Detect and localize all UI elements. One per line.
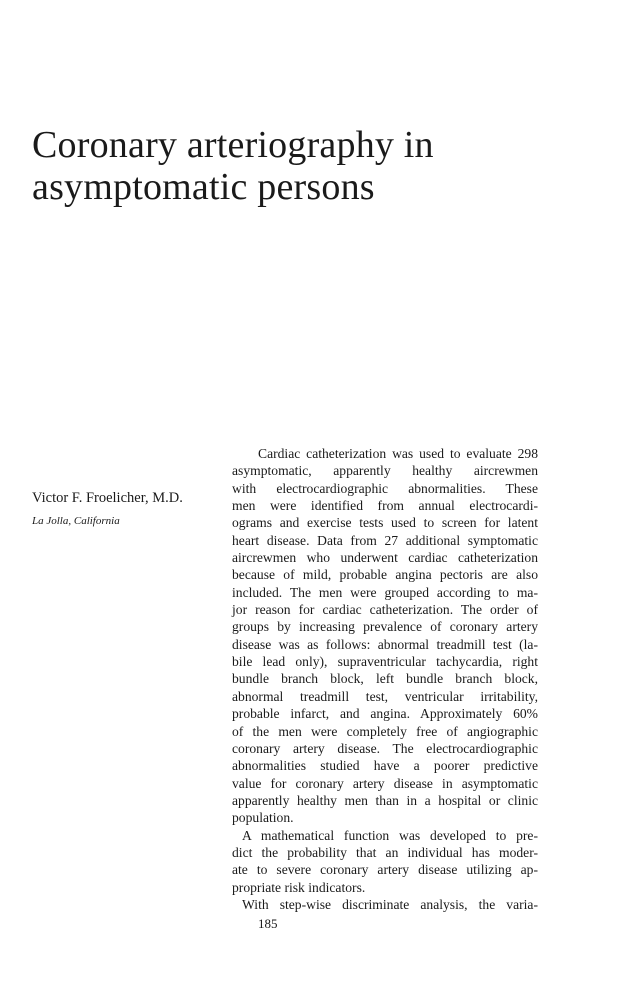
- abstract-line: ate to severe coronary artery disease utilizing ap-: [232, 862, 538, 878]
- abstract-line: ograms and exercise tests used to screen for latent: [232, 515, 538, 531]
- abstract-line: population.: [232, 810, 294, 826]
- page-number: 185: [258, 916, 278, 931]
- abstract-line: bundle branch block, left bundle branch block,: [232, 671, 538, 687]
- abstract-line: aircrewmen who underwent cardiac catheterization: [232, 550, 538, 566]
- abstract-text: [232, 445, 538, 913]
- abstract-line: dict the probability that an individual has moder-: [232, 844, 538, 860]
- abstract-line: bile lead only), supraventricular tachycardia, right: [232, 654, 538, 670]
- abstract-line: groups by increasing prevalence of coronary artery: [232, 619, 538, 635]
- abstract-line: With step-wise discriminate analysis, the varia-: [242, 896, 538, 912]
- abstract-line: propriate risk indicators.: [232, 879, 366, 895]
- abstract-line: apparently healthy men than in a hospital or clinic: [232, 792, 538, 808]
- abstract-line: included. The men were grouped according to ma-: [232, 584, 538, 600]
- abstract-line: disease was as follows: abnormal treadmill test (la-: [232, 636, 538, 652]
- article-title: [32, 124, 592, 208]
- abstract-line: abnormal treadmill test, ventricular irritability,: [232, 688, 538, 704]
- abstract-line: of the men were completely free of angiographic: [232, 723, 538, 739]
- abstract-line: asymptomatic, apparently healthy aircrewmen: [232, 463, 538, 479]
- abstract-line: men were identified from annual electrocardi-: [232, 498, 538, 514]
- abstract-line: because of mild, probable angina pectoris are also: [232, 567, 538, 583]
- abstract-line: A mathematical function was developed to pre-: [242, 827, 538, 843]
- title-line-2: asymptomatic persons: [32, 166, 375, 208]
- abstract-line: jor reason for cardiac catheterization. The order of: [232, 602, 538, 618]
- abstract-line: probable infarct, and angina. Approximately 60%: [232, 706, 538, 722]
- abstract-line: abnormalities studied have a poorer predictive: [232, 758, 538, 774]
- abstract-line: Cardiac catheterization was used to evaluate 298: [258, 446, 538, 461]
- abstract-line: with electrocardiographic abnormalities. These: [232, 480, 538, 496]
- author-name: Victor F. Froelicher, M.D.: [32, 490, 183, 506]
- abstract-line: coronary artery disease. The electrocardiographic: [232, 740, 538, 756]
- abstract-line: value for coronary artery disease in asymptomatic: [232, 775, 538, 791]
- title-line-1: Coronary arteriography in: [32, 124, 434, 166]
- author-location: La Jolla, California: [32, 515, 120, 527]
- abstract-line: heart disease. Data from 27 additional symptomatic: [232, 532, 538, 548]
